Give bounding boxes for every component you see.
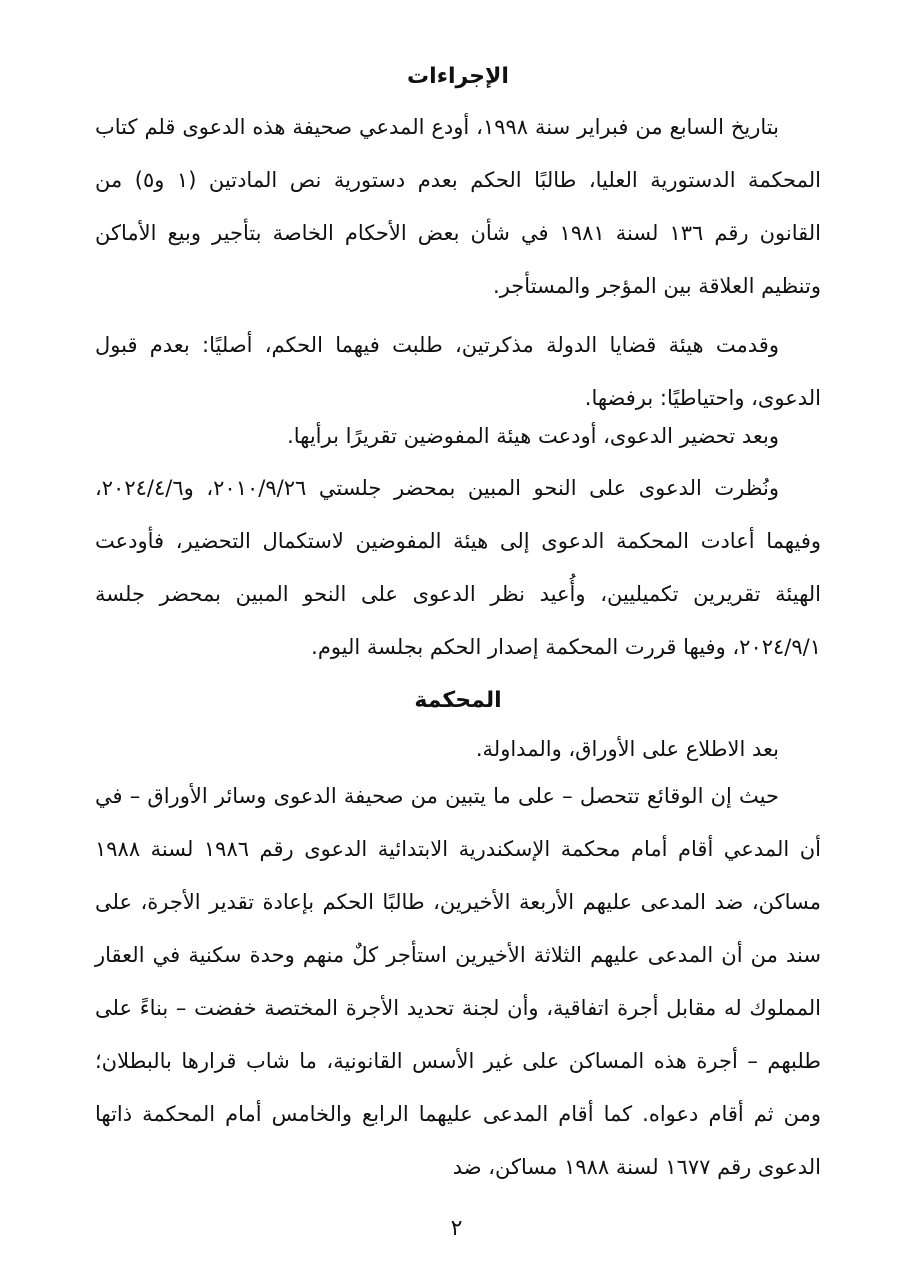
procedures-heading: الإجراءات: [407, 64, 509, 89]
procedures-paragraph-1: بتاريخ السابع من فبراير سنة ١٩٩٨، أودع المدعي صحيفة هذه الدعوى قلم كتاب المحكمة الدستورية العليا، طالبًا الحكم بعدم دستورية نص المادتين (١ و٥) من القانون رقم ١٣٦ لسنة ١٩٨١ في شأن بعض الأحكام الخاصة بتأجير وبيع الأماكن وتنظيم العلاقة بين المؤجر والمستأجر.: [95, 115, 821, 298]
court-paragraph-1: بعد الاطلاع على الأوراق، والمداولة.: [475, 737, 779, 761]
court-heading: المحكمة: [414, 688, 502, 713]
procedures-paragraph-2: وقدمت هيئة قضايا الدولة مذكرتين، طلبت فيهما الحكم، أصليًا: بعدم قبول الدعوى، واحتياطيًا: برفضها.: [95, 333, 821, 410]
court-paragraph-2: حيث إن الوقائع تتحصل – على ما يتبين من صحيفة الدعوى وسائر الأوراق – في أن المدعي أقام أمام محكمة الإسكندرية الابتدائية الدعوى رقم ١٩٨٦ لسنة ١٩٨٨ مساكن، ضد المدعى عليهم الأربعة الأخيرين، طالبًا الحكم بإعادة تقدير الأجرة، على سند من أن المدعى عليهم الثلاثة الأخيرين استأجر كلٌ منهم وحدة سكنية في العقار المملوك له مقابل أجرة اتفاقية، وأن لجنة تحديد الأجرة المختصة خفضت – بناءً على طلبهم – أجرة هذه المساكن على غير الأسس القانونية، ما شاب قرارها بالبطلان؛ ومن ثم أقام دعواه. كما أقام المدعى عليهما الرابع والخامس أمام المحكمة ذاتها الدعوى رقم ١٦٧٧ لسنة ١٩٨٨ مساكن، ضد: [95, 784, 821, 1179]
procedures-paragraph-3: وبعد تحضير الدعوى، أودعت هيئة المفوضين تقريرًا برأيها.: [287, 424, 779, 448]
page-number: ٢: [450, 1216, 463, 1241]
procedures-paragraph-4: ونُظرت الدعوى على النحو المبين بمحضر جلستي ٢٠١٠/٩/٢٦، و٢٠٢٤/٤/٦، وفيهما أعادت المحكمة الدعوى إلى هيئة المفوضين لاستكمال التحضير، فأودعت الهيئة تقريرين تكميليين، وأُعيد نظر الدعوى على النحو المبين بمحضر جلسة ٢٠٢٤/٩/١، وفيها قررت المحكمة إصدار الحكم بجلسة اليوم.: [95, 476, 821, 659]
